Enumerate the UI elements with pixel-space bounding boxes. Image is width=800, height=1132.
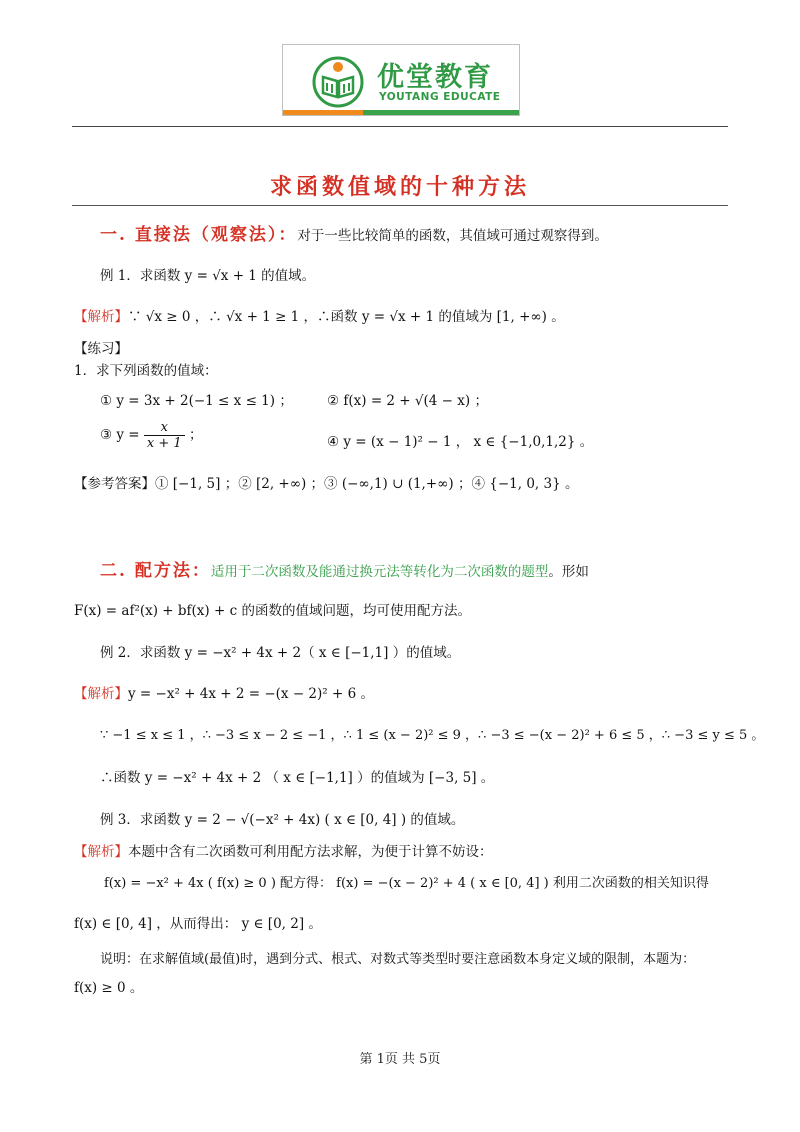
section-2-intro-highlight: 适用于二次函数及能通过换元法等转化为二次函数的题型 [210,564,549,580]
solution-text: ∵ √x ≥ 0 ，∴ √x + 1 ≥ 1 ，∴函数 y = √x + 1 的值域为 [1, +∞) 。 [128,309,565,325]
example-3-solution-line-1 [74,840,493,860]
solution-label: 【解析】 [74,309,128,325]
logo-english-text: YOUTANG EDUCATE [379,91,501,103]
note-continued: f(x) ≥ 0 。 [74,980,144,996]
logo [282,44,520,116]
section-2-heading-line [100,556,589,581]
logo-bar-orange [283,110,363,115]
example-2-solution-line-1 [74,682,374,702]
logo-bar-green [363,110,519,115]
logo-chinese-text: 优堂教育 [377,62,493,93]
fraction-numerator: x [144,420,185,436]
practice-item-3-end: ； [188,427,203,443]
page-title: 求函数值域的十种方法 [269,174,530,200]
practice-item-2: ② f(x) = 2 + √(4 − x) ； [327,393,488,409]
practice-item-3 [100,420,202,451]
practice-item-3-lhs: ③ y = [100,427,140,443]
example-3-solution-line-2: f(x) = −x² + 4x ( f(x) ≥ 0 ) 配方得： f(x) = −(x − 2)² + 4 ( x ∈ [0, 4] ) 利用二次函数的相关知识得 [104,876,709,891]
example-1-solution [74,305,565,325]
practice-item-4: ④ y = (x − 1)² − 1 ， x ∈ {−1,0,1,2} 。 [327,434,594,450]
book-logo-icon [311,55,365,109]
section-2-intro-formula: F(x) = af²(x) + bf(x) + c 的函数的值域问题，均可使用配方法。 [74,603,471,619]
header-rule [72,126,728,127]
example-1: 例 1．求函数 y = √x + 1 的值域。 [100,268,316,284]
page-footer: 第 1页 共 5页 [359,1052,441,1067]
title-rule [72,205,728,206]
section-2-heading: 二. 配方法： [100,561,211,581]
section-1-heading: 一. 直接法（观察法）： [100,225,298,245]
example-2-solution-line-2: ∵ −1 ≤ x ≤ 1 ，∴ −3 ≤ x − 2 ≤ −1 ，∴ 1 ≤ (x − 2)² ≤ 9 ，∴ −3 ≤ −(x − 2)² + 6 ≤ 5 ，∴ −3 ≤ y ≤ 5 。 [100,728,765,743]
practice-label: 【练习】 [74,341,128,357]
example-2: 例 2．求函数 y = −x² + 4x + 2（ x ∈ [−1,1] ）的值域。 [100,645,461,661]
example-3-solution-line-3: f(x) ∈ [0, 4] ，从而得出： y ∈ [0, 2] 。 [74,916,322,932]
section-2-intro-tail: 。形如 [548,564,589,580]
fraction [144,420,185,451]
solution-text: 本题中含有二次函数可利用配方法求解，为便于计算不妨设： [128,844,493,860]
solution-label: 【解析】 [74,686,128,702]
fraction-denominator: x + 1 [146,436,182,451]
solution-label: 【解析】 [74,844,128,860]
section-1-intro: 对于一些比较简单的函数，其值域可通过观察得到。 [297,228,608,244]
practice-item-1: ① y = 3x + 2(−1 ≤ x ≤ 1) ； [100,393,293,409]
example-3: 例 3．求函数 y = 2 − √(−x² + 4x) ( x ∈ [0, 4] ) 的值域。 [100,812,465,828]
example-2-solution-line-3: ∴函数 y = −x² + 4x + 2 （ x ∈ [−1,1] ）的值域为 [−3, 5] 。 [100,770,495,786]
practice-question: 1．求下列函数的值域： [74,363,218,379]
reference-answers: 【参考答案】① [−1, 5] ；② [2, +∞) ；③ (−∞,1) ∪ (1,+∞) ；④ {−1, 0, 3} 。 [74,476,579,492]
solution-text: y = −x² + 4x + 2 = −(x − 2)² + 6 。 [128,686,374,702]
section-1-heading-line [100,220,608,245]
note: 说明：在求解值域(最值)时，遇到分式、根式、对数式等类型时要注意函数本身定义域的限制，本题为： [100,952,696,967]
